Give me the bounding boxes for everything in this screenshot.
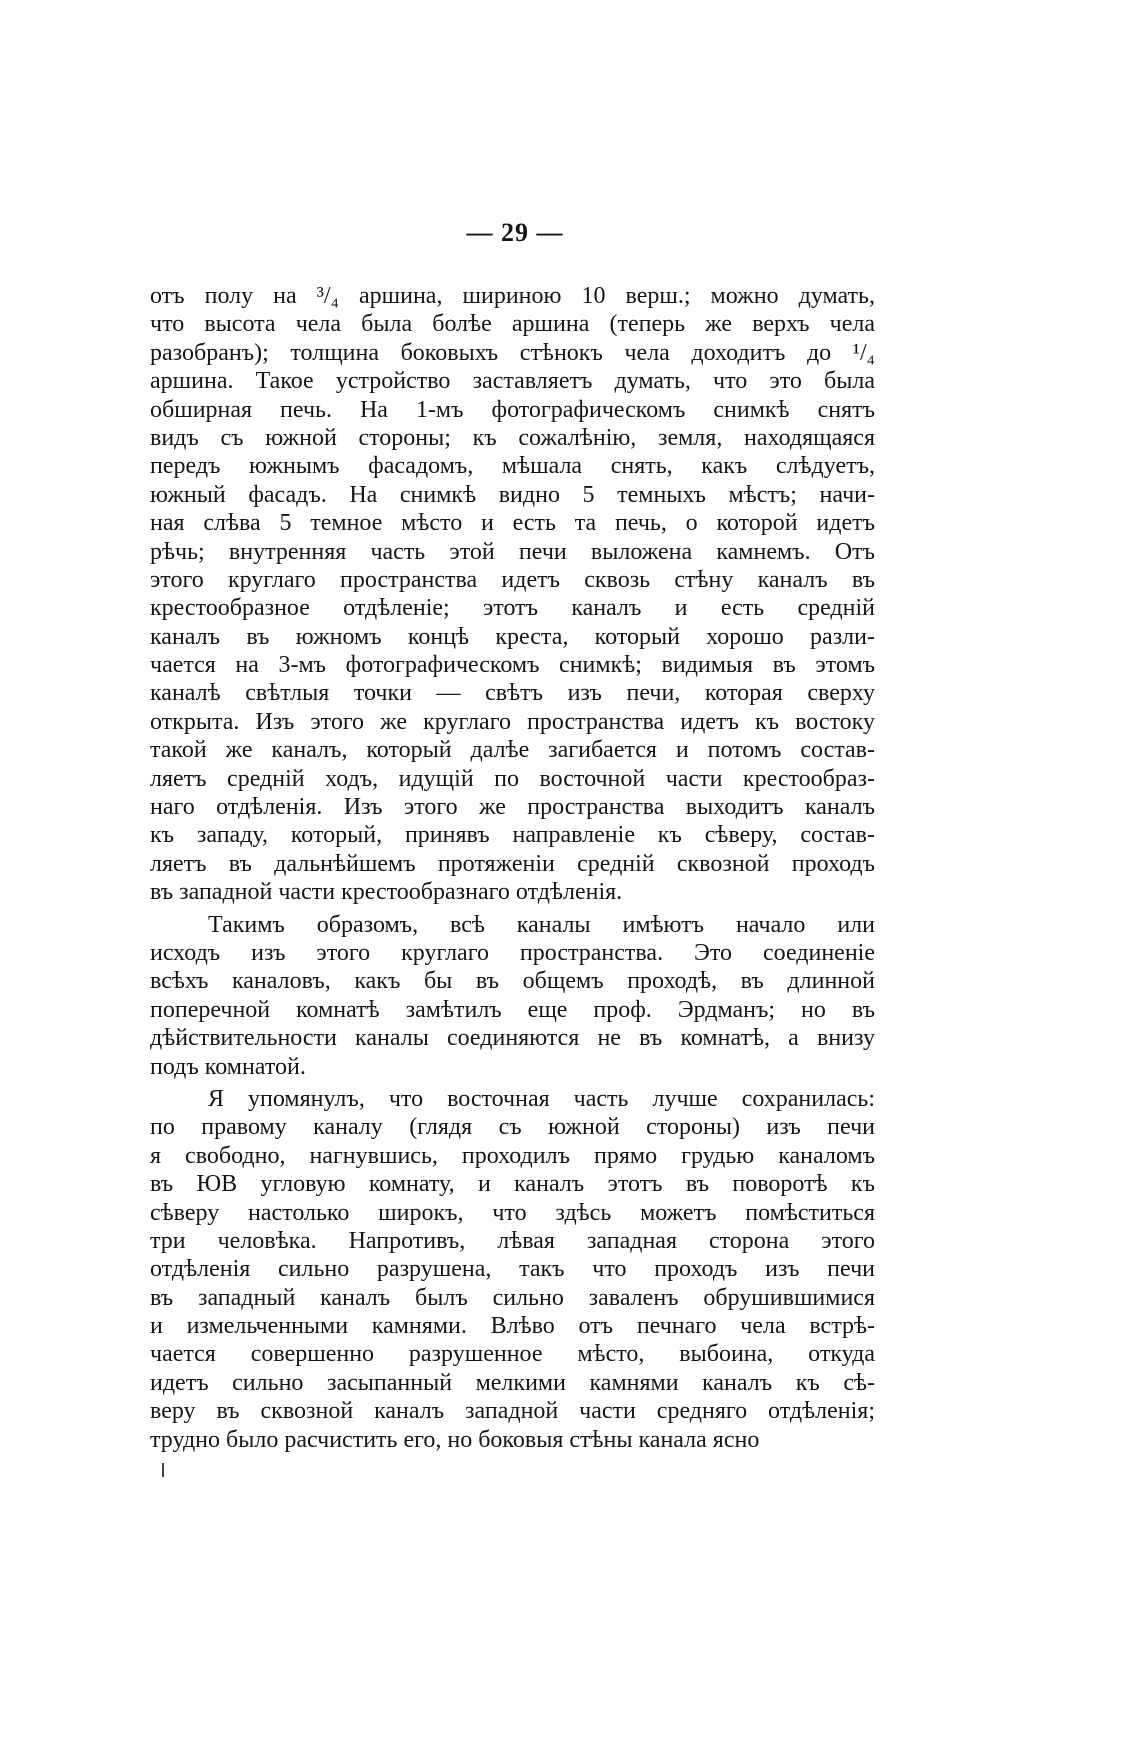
text-line: и измельченными камнями. Влѣво отъ печнаго чела встрѣ- — [150, 1313, 875, 1340]
text-line: ляетъ средній ходъ, идущій по восточной части крестообраз- — [150, 765, 875, 792]
text-line: этого круглаго пространства идетъ сквозь стѣну каналъ въ — [150, 566, 875, 593]
paragraph — [150, 282, 875, 907]
text-line: каналъ въ южномъ концѣ креста, который хорошо разли- — [150, 623, 875, 650]
text-line: по правому каналу (глядя съ южной стороны) изъ печи — [150, 1114, 875, 1141]
text-line: трудно было расчистить его, но боковыя стѣны канала ясно — [150, 1426, 760, 1453]
text-line: аршина. Такое устройство заставляетъ думать, что это была — [150, 368, 875, 395]
text-line: отдѣленія сильно разрушена, такъ что проходъ изъ печи — [150, 1256, 875, 1283]
text-line: открыта. Изъ этого же круглаго пространства идетъ къ востоку — [150, 708, 875, 735]
text-line: въ западный каналъ былъ сильно заваленъ обрушившимися — [150, 1284, 875, 1311]
scan-speck — [162, 1463, 164, 1477]
text-line: рѣчь; внутренняя часть этой печи выложена камнемъ. Отъ — [150, 538, 875, 565]
text-line: въ западной части крестообразнаго отдѣленія. — [150, 879, 623, 906]
text-line: Я упомянулъ, что восточная часть лучше сохранилась: — [208, 1085, 875, 1112]
text-line: подъ комнатой. — [150, 1053, 306, 1080]
text-line: поперечной комнатѣ замѣтилъ еще проф. Эрдманъ; но въ — [150, 996, 875, 1023]
page-number: — 29 — — [466, 218, 564, 247]
text-line: идетъ сильно засыпанный мелкими камнями каналъ къ сѣ- — [150, 1369, 875, 1396]
text-line: ная слѣва 5 темное мѣсто и есть та печь, о которой идетъ — [150, 510, 875, 537]
text-line: такой же каналъ, который далѣе загибается и потомъ состав- — [150, 737, 875, 764]
text-line: каналѣ свѣтлыя точки — свѣтъ изъ печи, которая сверху — [150, 680, 875, 707]
text-line: наго отдѣленія. Изъ этого же пространства выходитъ каналъ — [150, 794, 875, 821]
text-line: отъ полу на ³/₄ аршина, шириною 10 верш.; можно думать, — [150, 283, 875, 309]
paragraph — [150, 1085, 875, 1454]
text-line: въ ЮВ угловую комнату, и каналъ этотъ въ поворотѣ къ — [150, 1171, 875, 1198]
text-line: южный фасадъ. На снимкѣ видно 5 темныхъ мѣстъ; начи- — [150, 481, 875, 508]
body-text — [150, 282, 875, 1454]
text-line: исходъ изъ этого круглаго пространства. Это соединеніе — [150, 939, 875, 966]
text-line: сѣверу настолько широкъ, что здѣсь можетъ помѣститься — [150, 1199, 875, 1226]
text-line: разобранъ); толщина боковыхъ стѣнокъ чела доходитъ до ¹/₄ — [150, 339, 875, 366]
text-line: видъ съ южной стороны; къ сожалѣнію, земля, находящаяся — [150, 424, 875, 451]
text-line: чается на 3-мъ фотографическомъ снимкѣ; видимыя въ этомъ — [150, 652, 875, 679]
paragraph — [150, 911, 875, 1081]
text-line: три человѣка. Напротивъ, лѣвая западная сторона этого — [150, 1227, 875, 1254]
text-line: что высота чела была болѣе аршина (теперь же верхъ чела — [150, 311, 875, 338]
text-line: дѣйствительности каналы соединяются не въ комнатѣ, а внизу — [150, 1025, 875, 1052]
text-line: чается совершенно разрушенное мѣсто, выбоина, откуда — [150, 1341, 875, 1368]
text-line: крестообразное отдѣленіе; этотъ каналъ и есть средній — [150, 595, 875, 622]
text-line: къ западу, который, принявъ направленіе къ сѣверу, состав- — [150, 822, 875, 849]
text-line: обширная печь. На 1-мъ фотографическомъ снимкѣ снятъ — [150, 396, 875, 423]
text-line: я свободно, нагнувшись, проходилъ прямо грудью каналомъ — [150, 1142, 875, 1169]
text-line: веру въ сквозной каналъ западной части средняго отдѣленія; — [150, 1398, 875, 1425]
text-line: передъ южнымъ фасадомъ, мѣшала снять, какъ слѣдуетъ, — [150, 453, 875, 480]
text-line: Такимъ образомъ, всѣ каналы имѣютъ начало или — [208, 911, 875, 938]
text-line: всѣхъ каналовъ, какъ бы въ общемъ проходѣ, въ длинной — [150, 968, 875, 995]
text-line: ляетъ въ дальнѣйшемъ протяженіи средній сквозной проходъ — [150, 850, 875, 877]
